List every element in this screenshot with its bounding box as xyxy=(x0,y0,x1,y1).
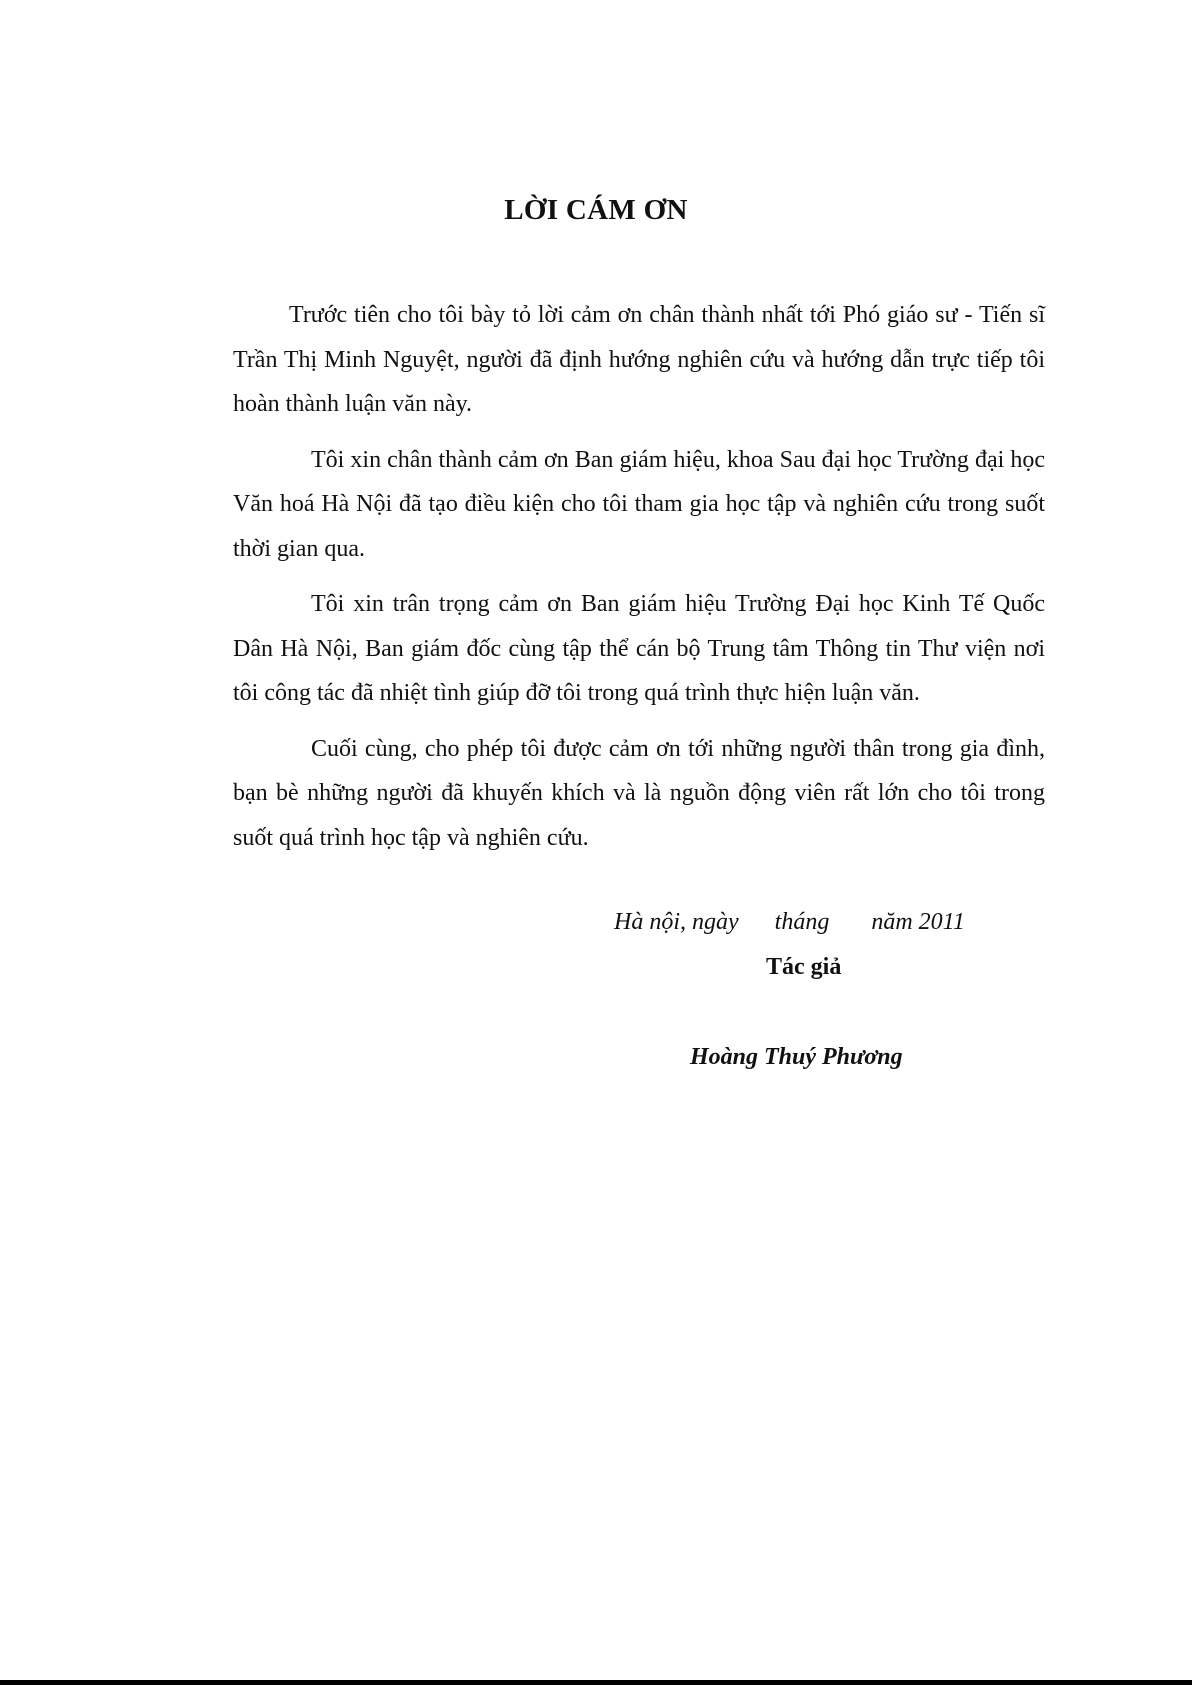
paragraph-1: Trước tiên cho tôi bày tỏ lời cảm ơn chân thành nhất tới Phó giáo sư - Tiến sĩ Trần Thị Minh Nguyệt, người đã định hướng nghiên cứu và hướng dẫn trực tiếp tôi hoàn thành luận văn này. xyxy=(233,302,1045,417)
paragraph-3: Tôi xin trân trọng cảm ơn Ban giám hiệu Trường Đại học Kinh Tế Quốc Dân Hà Nội, Ban giám đốc cùng tập thể cán bộ Trung tâm Thông tin Thư viện nơi tôi công tác đã nhiệt tình giúp đỡ tôi trong quá trình thực hiện luận văn. xyxy=(233,591,1045,706)
paragraph-2: Tôi xin chân thành cảm ơn Ban giám hiệu, khoa Sau đại học Trường đại học Văn hoá Hà Nội đã tạo điều kiện cho tôi tham gia học tập và nghiên cứu trong suốt thời gian qua. xyxy=(233,446,1045,562)
page-bottom-border xyxy=(0,1680,1192,1685)
signature-role: Tác giả xyxy=(766,954,842,980)
acknowledgement-body xyxy=(233,293,1045,871)
signature-name: Hoàng Thuý Phương xyxy=(690,1044,903,1070)
page-title: LỜI CÁM ƠN xyxy=(504,194,688,226)
signature-place-date: Hà nội, ngày tháng năm 2011 xyxy=(614,909,965,935)
paragraph-4: Cuối cùng, cho phép tôi được cảm ơn tới những người thân trong gia đình, bạn bè những người đã khuyến khích và là nguồn động viên rất lớn cho tôi trong suốt quá trình học tập và nghiên cứu. xyxy=(233,735,1045,851)
